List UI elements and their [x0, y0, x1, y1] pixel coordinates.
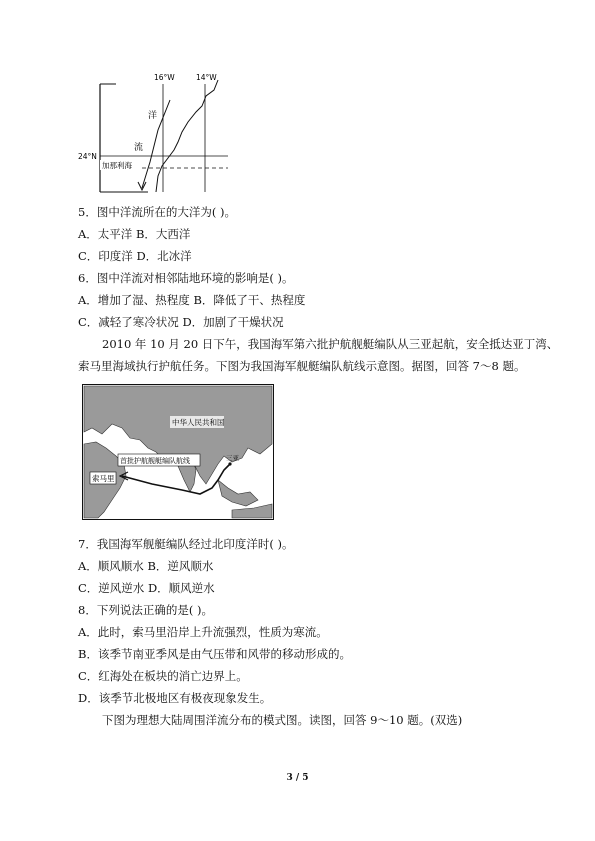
question-7-options-cd: C．逆风逆水 D．顺风逆水 [78, 581, 215, 595]
question-8-stem: 8．下列说法正确的是( )。 [78, 603, 213, 617]
lat-label: 24°N [78, 152, 97, 161]
place-label: 加那利海 [102, 161, 132, 170]
question-5-stem: 5．图中洋流所在的大洋为( )。 [78, 205, 236, 219]
lon-right-label: 14°W [196, 73, 217, 82]
passage-1-line-1: 2010 年 10 月 20 日下午，我国海军第六批护航舰艇编队从三亚起航，安全抵达亚丁湾、 [102, 337, 559, 351]
question-7-options-ab: A．顺风顺水 B．逆风顺水 [78, 559, 214, 573]
page-number: 3 / 5 [286, 773, 309, 783]
current-label: 流 [134, 143, 144, 153]
question-7-stem: 7．我国海军舰艇编队经过北印度洋时( )。 [78, 537, 294, 551]
lon-left-label: 16°W [154, 73, 175, 82]
passage-1-line-2: 索马里海域执行护航任务。下图为我国海军舰艇编队航线示意图。据图，回答 7～8 题。 [78, 359, 526, 373]
navy-route-map-figure [82, 384, 274, 520]
passage-2-line-1: 下图为理想大陆周围洋流分布的模式图。读图，回答 9～10 题。(双选) [102, 713, 463, 727]
question-8-option-b: B．该季节南亚季风是由气压带和风带的移动形成的。 [78, 647, 351, 661]
question-8-option-a: A．此时，索马里沿岸上升流强烈，性质为寒流。 [78, 625, 328, 639]
question-5-options-ab: A．太平洋 B．大西洋 [78, 227, 191, 241]
coastline [156, 80, 218, 192]
sanya-label: 三亚 [226, 454, 239, 462]
current-map-figure [78, 70, 238, 200]
question-5-options-cd: C．印度洋 D．北冰洋 [78, 249, 192, 263]
route-label: 首批护航舰艇编队航线 [120, 457, 190, 465]
ocean-label: 洋 [148, 111, 158, 121]
somalia-label: 索马里 [92, 474, 115, 483]
question-6-options-ab: A．增加了湿、热程度 B．降低了干、热程度 [78, 293, 306, 307]
question-6-stem: 6．图中洋流对相邻陆地环境的影响是( )。 [78, 271, 294, 285]
question-8-option-c: C．红海处在板块的消亡边界上。 [78, 669, 248, 683]
china-label: 中华人民共和国 [172, 418, 225, 427]
question-8-option-d: D．该季节北极地区有极夜现象发生。 [78, 691, 272, 705]
question-6-options-cd: C．减轻了寒冷状况 D．加剧了干燥状况 [78, 315, 284, 329]
